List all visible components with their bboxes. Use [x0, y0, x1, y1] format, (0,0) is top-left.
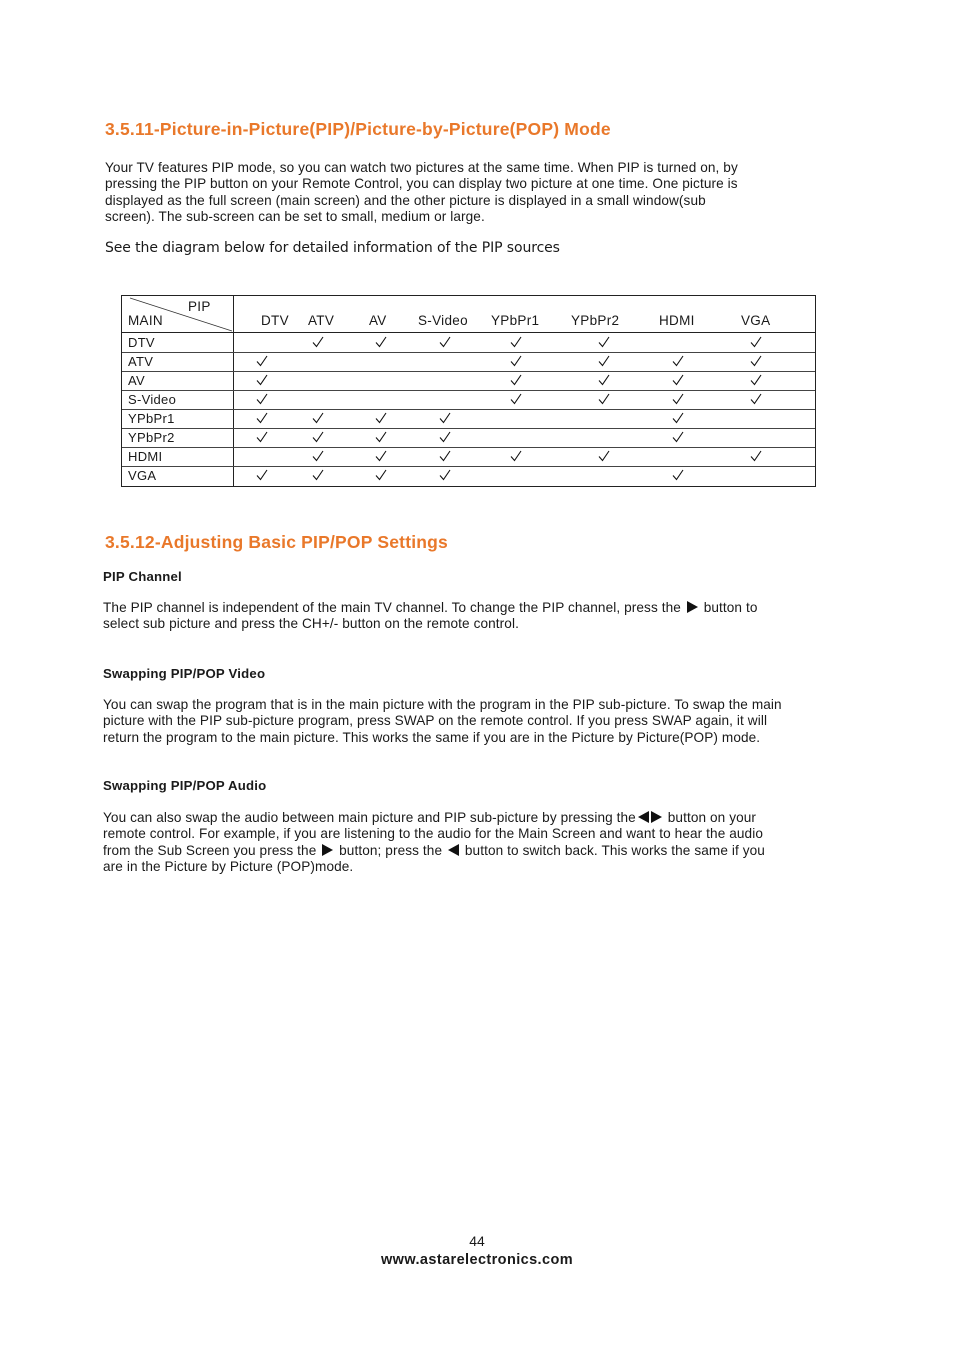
check-mark-icon	[375, 450, 387, 462]
check-mark-icon	[375, 412, 387, 424]
check-mark-icon	[439, 469, 451, 481]
check-mark-icon	[439, 450, 451, 462]
check-mark-icon	[598, 393, 610, 405]
text-line: return the program to the main picture. This works the same if you are in the Picture by Picture(POP) mode.	[103, 729, 761, 745]
check-mark-icon	[439, 412, 451, 424]
text-segment: You can also swap the audio between main picture and PIP sub-picture by pressing the	[103, 810, 636, 825]
left-arrow-icon	[448, 844, 459, 856]
text-segment: button to	[703, 600, 758, 615]
text-line: pressing the PIP button on your Remote Control, you can display two picture at one time. One picture is	[105, 176, 738, 192]
check-mark-icon	[672, 412, 684, 424]
check-mark-icon	[256, 469, 268, 481]
text-segment: The PIP channel is independent of the main TV channel. To change the PIP channel, press the	[103, 600, 681, 615]
check-mark-icon	[750, 374, 762, 386]
check-mark-icon	[672, 393, 684, 405]
check-mark-icon	[672, 469, 684, 481]
check-mark-icon	[510, 393, 522, 405]
check-mark-icon	[312, 336, 324, 348]
check-mark-icon	[750, 355, 762, 367]
row-divider	[122, 466, 815, 467]
text-line	[103, 600, 758, 616]
column-header: ATV	[308, 313, 335, 328]
check-mark-icon	[439, 336, 451, 348]
row-divider	[122, 447, 815, 448]
check-mark-icon	[750, 336, 762, 348]
text-line: screen). The sub-screen can be set to small, medium or large.	[105, 208, 485, 224]
check-mark-icon	[510, 355, 522, 367]
check-mark-icon	[510, 374, 522, 386]
text-segment: from the Sub Screen you press the	[103, 842, 317, 858]
row-divider	[122, 352, 815, 353]
text-segment: button; press the	[339, 842, 443, 858]
check-mark-icon	[312, 412, 324, 424]
column-header: YPbPr1	[491, 313, 540, 328]
right-arrow-icon	[322, 844, 333, 856]
subheading-swap-audio: Swapping PIP/POP Audio	[103, 778, 267, 793]
check-mark-icon	[750, 393, 762, 405]
left-arrow-icon	[638, 811, 649, 823]
row-label: VGA	[128, 468, 157, 483]
text-line: picture with the PIP sub-picture program, press SWAP on the remote control. If you press SWAP again, it will	[103, 713, 768, 729]
check-mark-icon	[256, 393, 268, 405]
subheading-pip-channel: PIP Channel	[103, 569, 182, 584]
check-mark-icon	[312, 431, 324, 443]
check-mark-icon	[598, 374, 610, 386]
check-mark-icon	[375, 431, 387, 443]
check-mark-icon	[672, 355, 684, 367]
diagram-note: See the diagram below for detailed information of the PIP sources	[105, 240, 560, 256]
column-header: VGA	[741, 313, 771, 328]
row-divider	[122, 409, 815, 410]
corner-main-label: MAIN	[128, 313, 163, 328]
row-divider	[122, 390, 815, 391]
check-mark-icon	[598, 336, 610, 348]
column-header: S-Video	[418, 313, 468, 328]
right-arrow-icon	[687, 601, 698, 613]
section-title-adjusting-pip-pop: 3.5.12-Adjusting Basic PIP/POP Settings	[105, 532, 448, 552]
text-segment: button to switch back. This works the same if you	[464, 842, 765, 858]
check-mark-icon	[598, 450, 610, 462]
check-mark-icon	[256, 374, 268, 386]
check-mark-icon	[256, 431, 268, 443]
row-label: YPbPr2	[128, 430, 175, 445]
text-line: are in the Picture by Picture (POP)mode.	[103, 858, 354, 874]
column-header: YPbPr2	[571, 313, 620, 328]
check-mark-icon	[750, 450, 762, 462]
corner-pip-label: PIP	[188, 299, 211, 314]
row-label: YPbPr1	[128, 411, 175, 426]
check-mark-icon	[672, 374, 684, 386]
row-label: S-Video	[128, 392, 177, 407]
text-segment: button on your	[667, 810, 757, 825]
check-mark-icon	[256, 412, 268, 424]
text-line: select sub picture and press the CH+/- button on the remote control.	[103, 616, 519, 632]
check-mark-icon	[439, 431, 451, 443]
pip-channel-paragraph	[103, 600, 758, 633]
check-mark-icon	[510, 450, 522, 462]
check-mark-icon	[312, 450, 324, 462]
text-line: remote control. For example, if you are listening to the audio for the Main Screen and want to hear the audio	[103, 826, 763, 842]
row-label: HDMI	[128, 449, 163, 464]
text-line	[103, 843, 765, 859]
subheading-swap-video: Swapping PIP/POP Video	[103, 666, 266, 681]
text-line	[103, 810, 765, 826]
row-divider	[122, 428, 815, 429]
section-title-pip-pop-mode: 3.5.11-Picture-in-Picture(PIP)/Picture-by-Picture(POP) Mode	[105, 119, 611, 139]
page-number: 44	[469, 1233, 485, 1249]
check-mark-icon	[256, 355, 268, 367]
text-line: You can swap the program that is in the main picture with the program in the PIP sub-picture. To swap the main	[103, 697, 782, 712]
text-line: Your TV features PIP mode, so you can watch two pictures at the same time. When PIP is turned on, by	[105, 160, 738, 175]
text-line: displayed as the full screen (main screen) and the other picture is displayed in a small window(sub	[105, 192, 706, 208]
label-column-divider	[233, 296, 234, 486]
row-label: AV	[128, 373, 145, 388]
header-divider	[122, 332, 815, 333]
pip-source-table	[121, 295, 816, 487]
column-header: DTV	[261, 313, 289, 328]
swap-video-paragraph	[103, 697, 782, 746]
check-mark-icon	[312, 469, 324, 481]
row-label: ATV	[128, 354, 154, 369]
check-mark-icon	[598, 355, 610, 367]
footer-url: www.astarelectronics.com	[381, 1252, 573, 1268]
row-label: DTV	[128, 335, 155, 350]
right-arrow-icon	[651, 811, 662, 823]
check-mark-icon	[375, 469, 387, 481]
row-divider	[122, 371, 815, 372]
intro-paragraph	[105, 160, 738, 225]
check-mark-icon	[375, 336, 387, 348]
swap-audio-paragraph	[103, 810, 765, 875]
check-mark-icon	[510, 336, 522, 348]
column-header: HDMI	[659, 313, 695, 328]
check-mark-icon	[672, 431, 684, 443]
column-header: AV	[369, 313, 387, 328]
